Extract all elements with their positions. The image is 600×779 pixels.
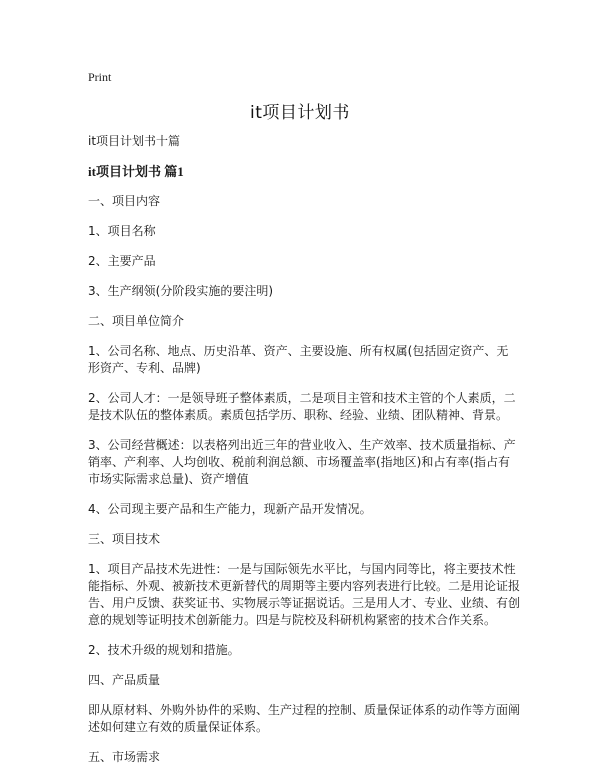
paragraph: 2、公司人才：一是领导班子整体素质，二是项目主管和技术主管的个人素质，二是技术队伍的整体素质。素质包括学历、职称、经验、业绩、团队精神、背景。 bbox=[88, 391, 516, 422]
paragraph: 五、市场需求 bbox=[88, 750, 161, 764]
paragraph: 即从原材料、外购外协件的采购、生产过程的控制、质量保证体系的动作等方面阐述如何建立有效的质量保证体系。 bbox=[88, 703, 521, 734]
paragraph: 4、公司现主要产品和生产能力，现新产品开发情况。 bbox=[88, 502, 372, 516]
paragraph: 2、技术升级的规划和措施。 bbox=[88, 643, 240, 657]
section-heading: it项目计划书 篇1 bbox=[88, 164, 184, 179]
paragraph: 1、项目产品技术先进性：一是与国际领先水平比，与国内同等比，将主要技术性能指标、外观、被新技术更新替代的周期等主要内容列表进行比较。二是用论证报告、用户反馈、获奖证书、实物展示等证据说话。三是用人才、专业、业绩、有创意的规划等证明技术创新能力。四是与院校及科研机构紧密的技术合作关系。 bbox=[88, 562, 521, 627]
document-body bbox=[88, 133, 520, 779]
document-title: it项目计划书 bbox=[250, 103, 350, 123]
paragraph: 二、项目单位简介 bbox=[88, 314, 185, 328]
paragraph: 3、公司经营概述：以表格列出近三年的营业收入、生产效率、技术质量指标、产销率、产利率、人均创收、税前利润总额、市场覆盖率(指地区)和占有率(指占有市场实际需求总量)、资产增值 bbox=[88, 438, 516, 486]
print-label: Print bbox=[88, 70, 112, 84]
paragraph: 四、产品质量 bbox=[88, 673, 161, 687]
paragraph: 2、主要产品 bbox=[88, 254, 156, 268]
paragraph: 1、公司名称、地点、历史沿革、资产、主要设施、所有权属(包括固定资产、无形资产、专利、品牌) bbox=[88, 344, 509, 375]
paragraph: 1、项目名称 bbox=[88, 224, 156, 238]
paragraph: 一、项目内容 bbox=[88, 194, 161, 208]
paragraph: 3、生产纲领(分阶段实施的要注明) bbox=[88, 284, 273, 298]
paragraph: 三、项目技术 bbox=[88, 532, 161, 546]
paragraph: it项目计划书十篇 bbox=[88, 134, 181, 148]
